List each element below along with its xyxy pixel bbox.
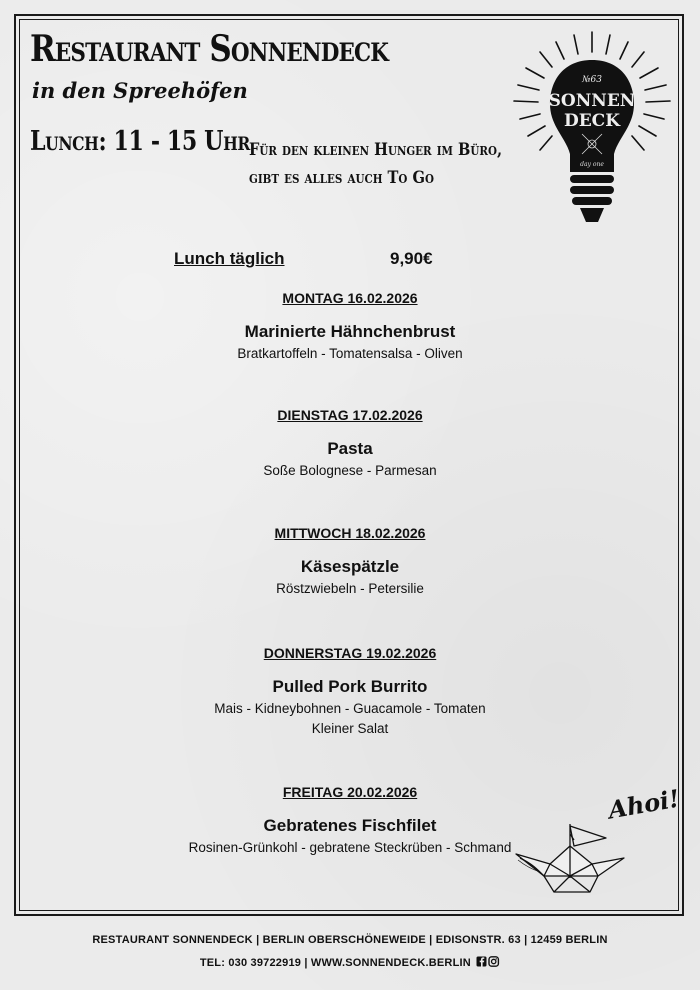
day-heading: MONTAG 16.02.2026 bbox=[282, 290, 418, 306]
dish-name: Pulled Pork Burrito bbox=[272, 677, 428, 696]
day-monday bbox=[0, 287, 700, 364]
dish-description: Röstzwiebeln - Petersilie bbox=[276, 581, 424, 596]
lunch-daily-row bbox=[0, 249, 700, 271]
lunch-hours: Lunch: 11 - 15 Uhr bbox=[30, 126, 250, 157]
social-icons bbox=[476, 956, 500, 967]
lightbulb-logo bbox=[512, 30, 672, 230]
dish-description: Bratkartoffeln - Tomatensalsa - Oliven bbox=[237, 346, 463, 361]
day-wednesday bbox=[0, 522, 700, 599]
ahoi-script: Ahoi! bbox=[606, 783, 682, 825]
logo-line1: SONNEN bbox=[548, 91, 636, 111]
tagline-line2: gibt es alles auch To Go bbox=[249, 168, 434, 188]
day-heading: FREITAG 20.02.2026 bbox=[282, 784, 418, 800]
dish-description: Soße Bolognese - Parmesan bbox=[263, 463, 437, 478]
tagline bbox=[249, 136, 502, 192]
lunch-daily-label: Lunch täglich bbox=[174, 249, 285, 268]
day-heading: DIENSTAG 17.02.2026 bbox=[277, 407, 423, 423]
day-tuesday bbox=[0, 404, 700, 481]
dish-name: Gebratenes Fischfilet bbox=[263, 816, 437, 835]
facebook-icon[interactable] bbox=[477, 957, 487, 967]
logo-number: №63 bbox=[582, 75, 602, 85]
day-heading: DONNERSTAG 19.02.2026 bbox=[263, 645, 437, 661]
footer-contact-text: TEL: 030 39722919 | WWW.SONNENDECK.BERLIN bbox=[199, 957, 471, 969]
footer-contact bbox=[0, 956, 700, 969]
restaurant-subtitle: in den Spreehöfen bbox=[32, 78, 248, 103]
logo-since: day one bbox=[580, 161, 604, 168]
tagline-line1: Für den kleinen Hunger im Büro, bbox=[249, 140, 503, 160]
dish-name: Marinierte Hähnchenbrust bbox=[244, 322, 456, 341]
day-heading: MITTWOCH 18.02.2026 bbox=[274, 525, 426, 541]
day-thursday bbox=[0, 642, 700, 739]
dish-description: Rosinen-Grünkohl - gebratene Steckrüben - Schmand bbox=[188, 840, 512, 855]
lunch-daily-price: 9,90€ bbox=[390, 249, 433, 268]
logo-line2: DECK bbox=[563, 111, 621, 131]
dish-description: Mais - Kidneybohnen - Guacamole - Tomaten bbox=[214, 701, 486, 716]
footer-address: RESTAURANT SONNENDECK | BERLIN OBERSCHÖNEWEIDE | EDISONSTR. 63 | 12459 BERLIN bbox=[92, 934, 608, 946]
instagram-icon[interactable] bbox=[489, 957, 498, 966]
paper-boat-icon bbox=[514, 818, 628, 898]
dish-name: Käsespätzle bbox=[300, 557, 400, 576]
dish-description-extra: Kleiner Salat bbox=[311, 721, 389, 736]
restaurant-name: Restaurant Sonnendeck bbox=[30, 28, 389, 70]
dish-name: Pasta bbox=[327, 439, 373, 458]
